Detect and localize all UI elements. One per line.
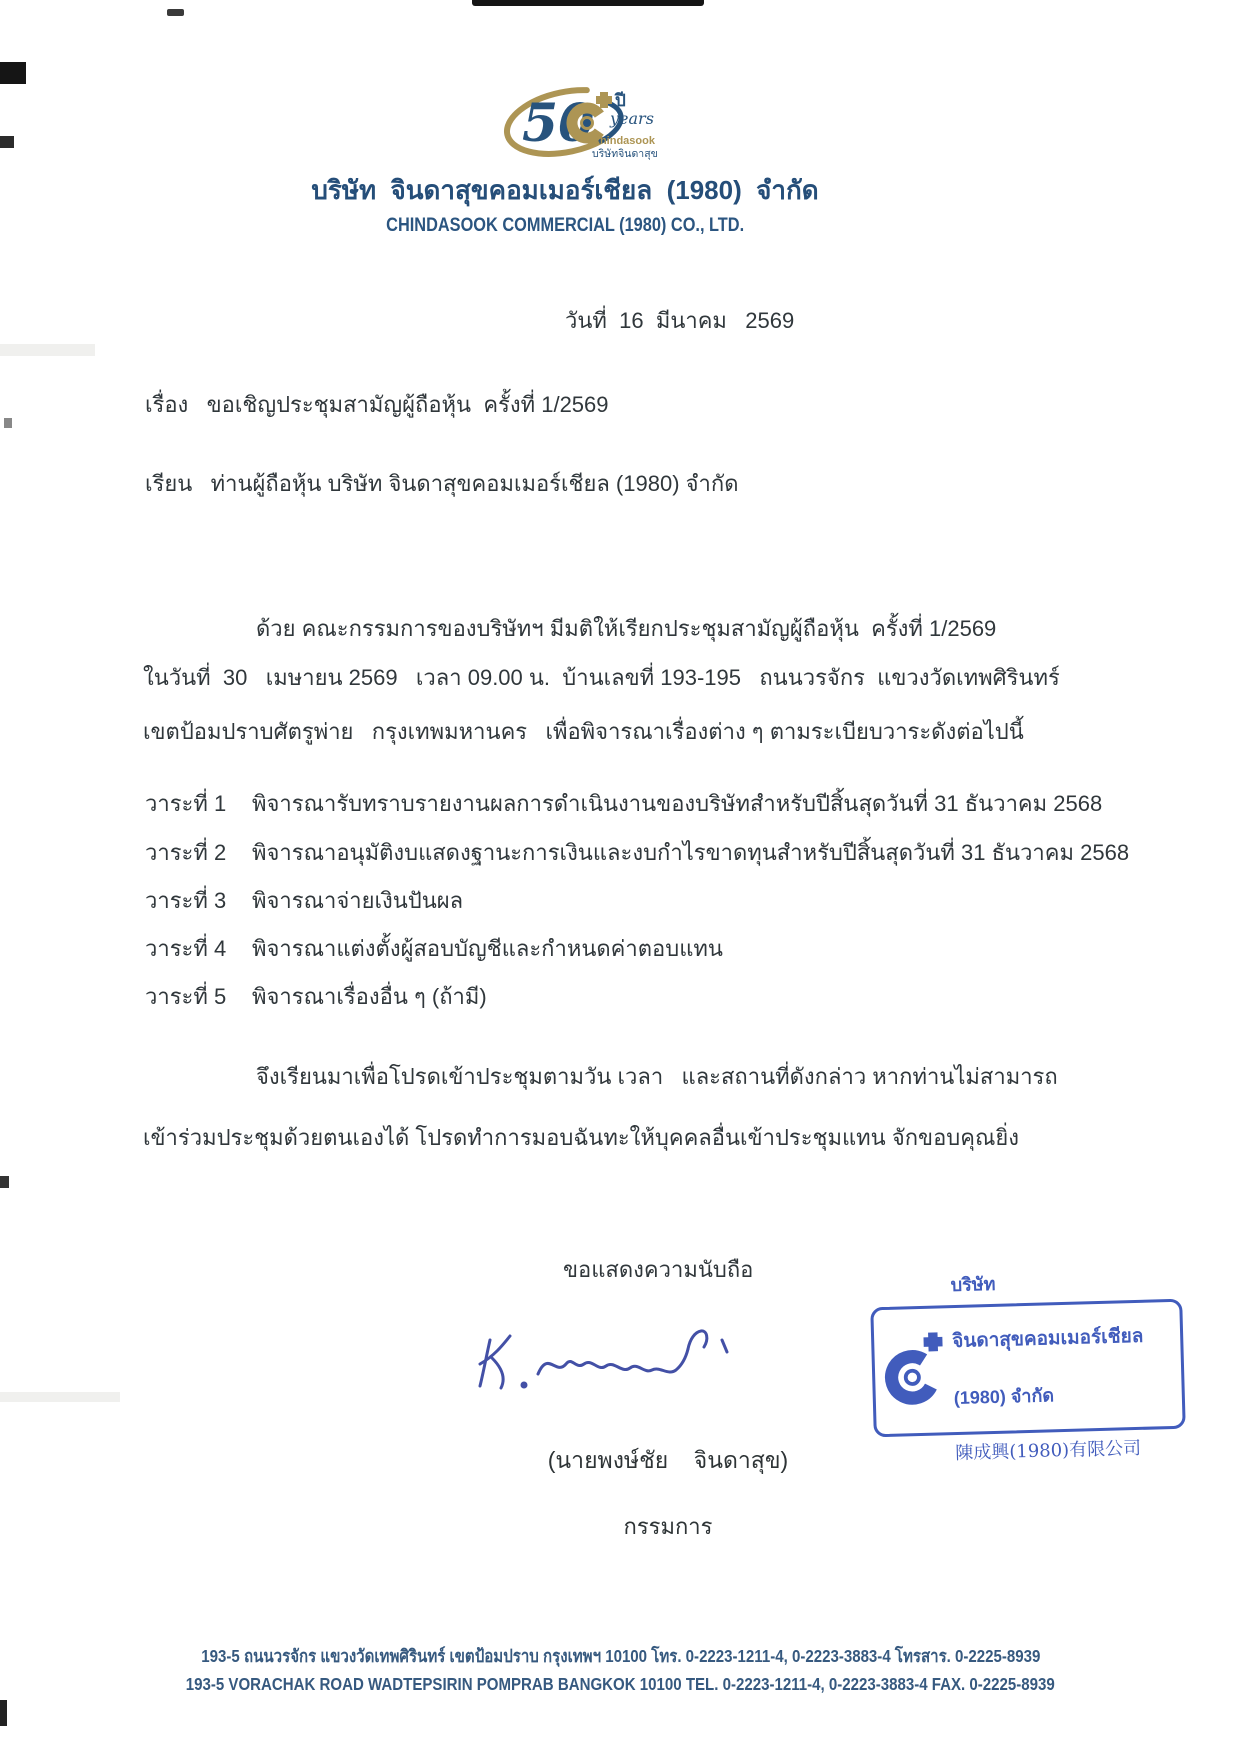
agenda-item-text: พิจารณาเรื่องอื่น ๆ (ถ้ามี)	[252, 984, 487, 1009]
letter-recipient: เรียน ท่านผู้ถือหุ้น บริษัท จินดาสุขคอมเมอร์เชียล (1980) จำกัด	[145, 471, 739, 496]
scan-artifact	[0, 1176, 9, 1188]
agenda-item-label: วาระที่ 4	[145, 936, 227, 961]
agenda-item-label: วาระที่ 3	[145, 888, 227, 913]
logo-plus-icon	[600, 92, 608, 108]
signer-title: กรรมการ	[623, 1514, 713, 1539]
body-paragraph-line: ด้วย คณะกรรมการของบริษัทฯ มีมติให้เรียกประชุมสามัญผู้ถือหุ้น ครั้งที่ 1/2569	[256, 616, 997, 641]
handwritten-signature	[470, 1312, 770, 1407]
footer-address-english-text: 193-5 VORACHAK ROAD WADTEPSIRIN POMPRAB BANGKOK 10100 TEL. 0-2223-1211-4, 0-2223-3883-4 FAX. 0-2225-8939	[185, 1674, 1056, 1694]
scan-smudge	[0, 344, 95, 356]
closing-paragraph-line: เข้าร่วมประชุมด้วยตนเองได้ โปรดทำการมอบฉันทะให้บุคคลอื่นเข้าประชุมแทน จักขอบคุณยิ่ง	[143, 1125, 1020, 1150]
scan-artifact	[167, 9, 184, 16]
logo-brand-en: Chindasook	[592, 135, 655, 147]
footer-address-thai	[0, 1642, 1241, 1670]
letterhead-footer	[0, 1642, 1241, 1698]
company-name-thai: บริษัท จินดาสุขคอมเมอร์เชียล (1980) จำกัด	[311, 175, 819, 205]
company-name-english	[0, 215, 1130, 237]
logo-brand-th: บริษัทจินดาสุข	[592, 148, 658, 160]
body-paragraph-line: ในวันที่ 30 เมษายน 2569 เวลา 09.00 น. บ้านเลขที่ 193-195 ถนนวรจักร แขวงวัดเทพศิรินทร์	[143, 665, 1060, 690]
scan-artifact	[0, 62, 26, 84]
agenda-item-text: พิจารณาอนุมัติงบแสดงฐานะการเงินและงบกำไรขาดทุนสำหรับปีสิ้นสุดวันที่ 31 ธันวาคม 2568	[252, 840, 1130, 865]
stamp-line: จินดาสุขคอมเมอร์เชียล	[951, 1326, 1144, 1353]
body-paragraph-line: เขตป้อมปราบศัตรูพ่าย กรุงเทพมหานคร เพื่อพิจารณาเรื่องต่าง ๆ ตามระเบียบวาระดังต่อไปนี้	[143, 719, 1024, 744]
scan-smudge	[0, 1392, 120, 1402]
scan-artifact	[0, 1700, 7, 1726]
logo-number: 50	[522, 93, 595, 154]
complimentary-close: ขอแสดงความนับถือ	[563, 1257, 754, 1282]
agenda-item-text: พิจารณาจ่ายเงินปันผล	[252, 888, 464, 913]
agenda-item-label: วาระที่ 1	[145, 791, 227, 816]
stamp-line: (1980) จำกัด	[953, 1385, 1055, 1409]
footer-address-english	[0, 1670, 1241, 1698]
company-50-years-logo	[488, 78, 658, 178]
company-name-english-text: CHINDASOOK COMMERCIAL (1980) CO., LTD.	[385, 215, 744, 236]
stamp-line: บริษัท	[950, 1274, 996, 1296]
letter-subject: เรื่อง ขอเชิญประชุมสามัญผู้ถือหุ้น ครั้งที่ 1/2569	[145, 392, 609, 417]
logo-thai-year: ปี	[615, 91, 626, 110]
agenda-item-text: พิจารณารับทราบรายงานผลการดำเนินงานของบริษัทสำหรับปีสิ้นสุดวันที่ 31 ธันวาคม 2568	[252, 791, 1103, 816]
scan-artifact	[0, 136, 14, 148]
footer-address-thai-text: 193-5 ถนนวรจักร แขวงวัดเทพศิรินทร์ เขตป้อมปราบ กรุงเทพฯ 10100 โทร. 0-2223-1211-4, 0-2223-3883-4 โทรสาร. 0-2225-8939	[200, 1646, 1041, 1666]
closing-paragraph-line: จึงเรียนมาเพื่อโปรดเข้าประชุมตามวัน เวลา และสถานที่ดังกล่าว หากท่านไม่สามารถ	[256, 1064, 1058, 1089]
letter-date: วันที่ 16 มีนาคม 2569	[565, 308, 795, 333]
letterhead	[0, 170, 1130, 237]
signature-block	[398, 1443, 938, 1544]
scan-artifact	[4, 418, 12, 428]
agenda-item-label: วาระที่ 5	[145, 984, 227, 1009]
stamp-line-chinese: 陳成興(1980)有限公司	[955, 1438, 1142, 1465]
signer-name: (นายพงษ์ชัย จินดาสุข)	[547, 1447, 789, 1473]
logo-years-text: years	[610, 109, 654, 128]
agenda-item-label: วาระที่ 2	[145, 840, 227, 865]
stamp-text	[949, 1234, 1147, 1500]
stamp-logo-icon	[880, 1324, 949, 1418]
scan-artifact	[472, 0, 704, 6]
agenda-item-text: พิจารณาแต่งตั้งผู้สอบบัญชีและกำหนดค่าตอบแทน	[252, 936, 723, 961]
company-stamp	[870, 1274, 1186, 1465]
